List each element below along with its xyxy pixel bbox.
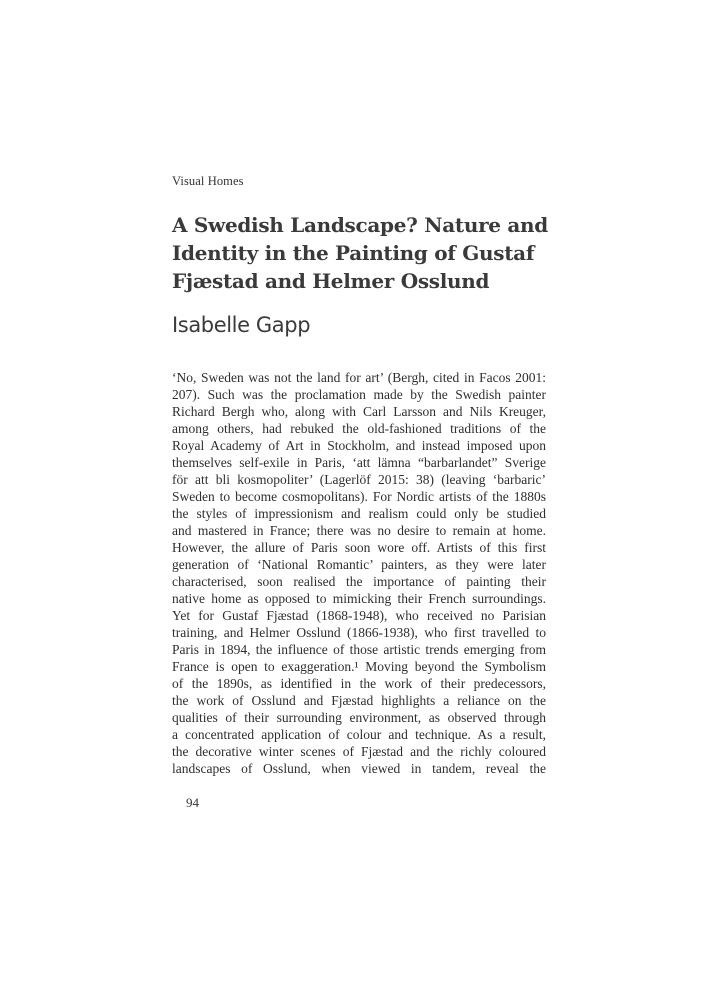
body-line: ‘No, Sweden was not the land for art’ (Bergh, cited in Facos 2001:: [172, 370, 546, 385]
author-name: Isabelle Gapp: [172, 313, 311, 337]
body-line: the styles of impressionism and realism could only be studied: [172, 506, 546, 521]
body-line: Richard Bergh who, along with Carl Larsson and Nils Kreuger,: [172, 404, 546, 419]
body-line: 207). Such was the proclamation made by the Swedish painter: [172, 387, 546, 402]
body-line: Royal Academy of Art in Stockholm, and instead imposed upon: [172, 438, 546, 453]
body-line: för att bli kosmopoliter’ (Lagerlöf 2015: 38) (leaving ‘barbaric’: [172, 472, 546, 487]
body-line: characterised, soon realised the importance of painting their: [172, 574, 546, 589]
body-line: and mastered in France; there was no desire to remain at home.: [172, 523, 546, 538]
body-line: of the 1890s, as identified in the work of their predecessors,: [172, 676, 546, 691]
body-line: Yet for Gustaf Fjæstad (1868-1948), who received no Parisian: [172, 608, 546, 623]
body-line: France is open to exaggeration.¹ Moving beyond the Symbolism: [172, 659, 546, 674]
body-line: the work of Osslund and Fjæstad highlights a reliance on the: [172, 693, 546, 708]
body-line: landscapes of Osslund, when viewed in tandem, reveal the: [172, 761, 546, 776]
body-line: native home as opposed to mimicking their French surroundings.: [172, 591, 546, 606]
body-line: among others, had rebuked the old-fashioned traditions of the: [172, 421, 546, 436]
body-line: However, the allure of Paris soon wore off. Artists of this first: [172, 540, 546, 555]
chapter-title: A Swedish Landscape? Nature and Identity in the Painting of Gustaf Fjæstad and Helmer Osslund: [172, 213, 548, 293]
body-line: a concentrated application of colour and technique. As a result,: [172, 727, 546, 742]
body-line: qualities of their surrounding environment, as observed through: [172, 710, 546, 725]
body-line: training, and Helmer Osslund (1866-1938), who first travelled to: [172, 625, 546, 640]
body-line: the decorative winter scenes of Fjæstad and the richly coloured: [172, 744, 546, 759]
body-line: Paris in 1894, the influence of those artistic trends emerging from: [172, 642, 546, 657]
page-number: 94: [186, 795, 199, 810]
body-line: Sweden to become cosmopolitans). For Nordic artists of the 1880s: [172, 489, 546, 504]
body-line: themselves self-exile in Paris, ‘att lämna “barbarlandet” Sverige: [172, 455, 546, 470]
body-paragraph: [172, 369, 546, 777]
body-line: generation of ‘National Romantic’ painters, as they were later: [172, 557, 546, 572]
running-head: Visual Homes: [172, 174, 244, 188]
